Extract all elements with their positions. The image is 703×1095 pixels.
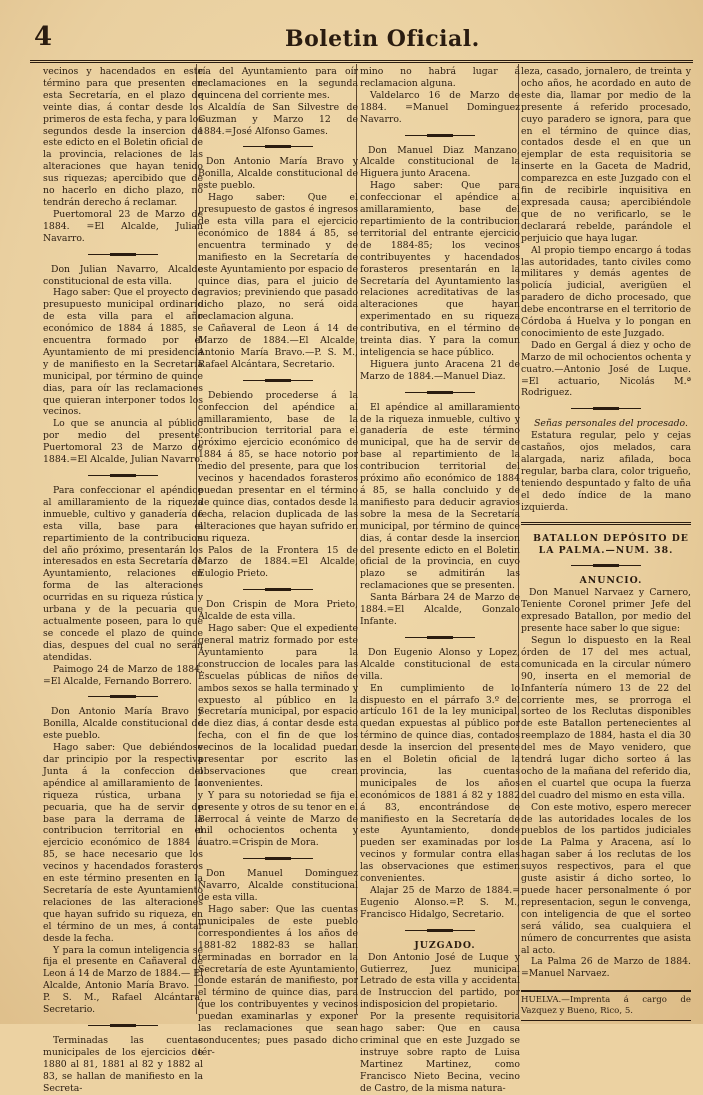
notice-signature: La Palma 26 de Marzo de 1884. =Manuel Narvaez. xyxy=(521,956,691,980)
section-heading-batallon: BATALLON DEPÓSITO DE LA PALMA.—NUM. 38. xyxy=(533,532,689,556)
notice-heading: Don Antonio María Bravo y Bonilla, Alcalde constitucional de este pueblo. xyxy=(198,156,358,192)
subheading-senas: Señas personales del procesado. xyxy=(534,418,688,430)
notice-heading: Don Antonio María Bravo y Bonilla, Alcalde constitucional de este pueblo. xyxy=(43,706,203,742)
masthead-title: Boletin Oficial. xyxy=(285,26,480,52)
notice-text: ría del Ayuntamiento para oír reclamaciones en la segunda quincena del corriente mes. xyxy=(198,66,358,101)
notice-text: Hago saber: Que el presupuesto de gastos é ingresos de esta villa para el ejercicio económico de 1884 á 85, se encuentra terminado y de manifiesto en la Secretaría de este Ayuntamiento por espacio de quince dias, para el juicio de agravios; previniendo que pasado dicho plazo, no será oida reclamacion alguna. xyxy=(198,192,358,323)
notice-heading: Don Manuel Diaz Manzano, Alcalde constitucional de la Higuera junto Aracena. xyxy=(360,144,520,180)
notice-signature: Higuera junto Aracena 21 de Marzo de 1884.—Manuel Diaz. xyxy=(360,358,520,382)
notice-text: Hago saber: Que el proyecto de presupuesto municipal ordinario de esta villa para el año económico de 1884 á 1885, se encuentra formado por el Ayuntamiento de mi presidencia y de manifiesto en la Secretaría municipal, por término de quince dias, para oír las reclamaciones que quieran interponer todos los vecinos. xyxy=(43,287,203,418)
notice-signature: Y para la comun inteligencia se fija el presente en Cañaveral de Leon á 14 de Marzo de 1884.— El Alcalde, Antonio María Bravo. —P. S. M., Rafael Alcántara, Secretario. xyxy=(43,944,203,1016)
printer-imprint: HUELVA.—Imprenta á cargo de Vazquez y Bueno, Rico, 5. xyxy=(521,990,691,1021)
page-number: 4 xyxy=(34,22,53,52)
notice-text: Por la presente requisitoria hago saber: Que en causa criminal que en este Juzgado se instruye sobre rapto de Luisa Martinez Martinez, como Francisco Nieto Becina, vecino de Castro, de la misma natura- xyxy=(360,1011,520,1094)
separator-rule xyxy=(243,146,313,147)
separator-rule xyxy=(88,696,158,697)
column-4 xyxy=(521,66,691,1016)
column-1 xyxy=(43,66,203,1094)
notice-signature: Cañaveral de Leon á 14 de Marzo de 1884.—El Alcalde, Antonio María Bravo.—P. S. M., Rafael Alcántara, Secretario. xyxy=(198,323,358,370)
notice-signature: Valdelarco 16 de Marzo de 1884. =Manuel Dominguez Navarro. xyxy=(360,89,520,125)
notice-signature: Palos de la Frontera 15 de Marzo de 1884.=El Alcalde, Eulogio Prieto. xyxy=(198,544,358,580)
notice-text: vecinos y hacendados en este término para que presenten en esta Secretaría, en el plazo de veinte dias, á contar desde los primeros de esta fecha, y para los segundos desde la insercion de este edicto en el Boletin oficial de la provincia, relaciones de las alteraciones que hayan tenido sus riquezas; apercibido que de no hacerlo en dicho plazo, no tendrán derecho á reclamar. xyxy=(43,66,203,208)
notice-heading: Don Antonio José de Luque y Gutierrez, Juez municipal Letrado de esta villa y accidental de Instruccion del partido, por indisposicion del propietario. xyxy=(360,951,520,1011)
notice-signature: Lo que se anuncia al público por medio del presente. Puertomoral 23 de Marzo de 1884.=El Alcalde, Julian Navarro. xyxy=(43,418,203,466)
notice-heading: Don Crispin de Mora Prieto, Alcalde de esta villa. xyxy=(198,599,358,623)
notice-text: Hago saber: Que las cuentas municipales de este pueblo correspondientes á los años de 1881-82 1882-83 se hallan terminadas en borrador en la Secretaría de este Ayuntamiento, donde estarán de manifiesto, por el término de quince dias, para que los contribuyentes y vecinos puedan examinarlas y exponer las reclamaciones que sean conducentes; pues pasado dicho tér- xyxy=(198,904,358,1058)
separator-rule xyxy=(405,135,475,136)
notice-text: En cumplimiento de lo dispuesto en el párrafo 3.º del artículo 161 de la ley municipal, quedan expuestas al público por término de quince dias, contados desde la insercion del presente en el Boletin oficial de la provincia, las cuentas municipales de los años económicos de 1881 á 82 y 1882 á 83, encontrándose de manifiesto en la Secretaría de este Ayuntamiento, donde pueden ser examinadas por los vecinos y formular contra ellas las observaciones que estimen convenientes. xyxy=(360,682,520,885)
notice-heading: Don Eugenio Alonso y Lopez, Alcalde constitucional de esta villa. xyxy=(360,646,520,682)
notice-signature: Puertomoral 23 de Marzo de 1884. =El Alcalde, Julian Navarro. xyxy=(43,208,203,244)
notice-text: leza, casado, jornalero, de treinta y ocho años, he acordado en auto de este dia, llamar por medio de la presente á referido procesado, cuyo paradero se ignora, para que en el término de quince dias, contados desde el en que un ejemplar de esta requisitoria se inserte en la Gaceta de Madrid, comparezca en este Juzgado con el fin de recibirle inquisitiva en expresada causa; apercibiéndole que de no verificarlo, se le declarará rebelde, parándole el perjuicio que haya lugar. xyxy=(521,66,691,244)
notice-text: Hago saber: Que el expediente general matriz formado por este Ayuntamiento para la construccion de locales para las Escuelas públicas de niños de ambos sexos se halla terminado y expuesto al público en la Secretaría municipal, por espacio de diez dias, á contar desde esta fecha, con el fin de que los vecinos de la localidad puedan presentar por escrito las observaciones que crean convenientes. xyxy=(198,623,358,789)
separator-rule xyxy=(243,858,313,859)
separator-rule xyxy=(88,254,158,255)
notice-text: Para confeccionar el apéndice al amillaramiento de la riqueza inmueble, cultivo y ganadería de esta villa, base para el repartimiento de la contribucion del año próximo, presentarán los interesados en esta Secretaría de Ayuntamiento, relaciones en forma de las alteraciones ocurridas en su riqueza rústica y urbana y de la pecuaria que actualmente poseen, para lo que se concede el plazo de quince dias, despues del cual no serán atendidas. xyxy=(43,485,203,663)
notice-signature: Dado en Gergal á diez y ocho de Marzo de mil ochocientos ochenta y cuatro.—Antonio José de Luque. =El actuario, Nicolás M.ª Rodriguez. xyxy=(521,339,691,399)
notice-text: Estatura regular, pelo y cejas castaños, ojos melados, cara alargada, nariz afilada, boca regular, barba clara, color trigueño, teniendo despuntado y falto de uña el dedo índice de la mano izquierda. xyxy=(521,430,691,513)
separator-rule xyxy=(88,475,158,476)
notice-signature: Paimogo 24 de Marzo de 1884. =El Alcalde, Fernando Borrero. xyxy=(43,663,203,687)
notice-signature: Y para su notoriedad se fija el presente y otros de su tenor en el Berrocal á veinte de Marzo de mil ochocientos ochenta y cuatro.=Crispin de Mora. xyxy=(198,789,358,849)
separator-rule xyxy=(243,589,313,590)
column-2 xyxy=(198,66,359,1058)
notice-text: Segun lo dispuesto en la Real órden de 17 del mes actual, comunicada en la circular número 90, inserta en el memorial de Infantería número 13 de 22 del corriente mes, se prorroga el sorteo de los Reclutas disponibles de este Batallon pertenecientes al reemplazo de 1884, hasta el dia 30 del mes de Mayo venidero, que tendrá lugar dicho sorteo á las ocho de la mañana del referido dia, en el cuartel que ocupa la fuerza del cuadro del mismo en esta villa. xyxy=(521,634,691,801)
notice-heading: Don Manuel Dominguez Navarro, Alcalde constitucional de esta villa. xyxy=(198,868,358,904)
separator-rule xyxy=(405,392,475,393)
section-heading-anuncio: ANUNCIO. xyxy=(579,575,643,587)
notice-text: Con este motivo, espero merecer de las autoridades locales de los pueblos de los partidos judiciales de La Palma y Aracena, así lo hagan saber á los reclutas de los suyos respectivos, para el que guste asistir á dicho sorteo, lo puede hacer personalmente ó por representacion, segun le convenga, con inteligencia de que el sorteo será válido, sea cualquiera el número de concurrentes que asista al acto. xyxy=(521,801,691,956)
notice-heading: Don Manuel Narvaez y Carnero, Teniente Coronel primer Jefe del expresado Batallon, por medio del presente hace saber lo que sigue: xyxy=(521,587,691,635)
separator-rule xyxy=(571,408,641,409)
notice-signature: Santa Bárbara 24 de Marzo de 1884.=El Alcalde, Gonzalo Infante. xyxy=(360,592,520,627)
notice-signature: Alcaldía de San Silvestre de Guzman y Marzo 12 de 1884.=José Alfonso Games. xyxy=(198,101,358,137)
notice-text: Hago saber: Que para confeccionar el apéndice al amillaramiento, base del repartimiento de la contribucion territorial del entrante ejercicio de 1884-85; los vecinos contribuyentes y hacendados forasteros presentarán en la Secretaría del Ayuntamiento las relaciones acreditativas de las alteraciones que hayan experimentado en su riqueza contributiva, en el término de treinta dias. Y para la comun inteligencia se hace público. xyxy=(360,180,520,358)
notice-text: Al propio tiempo encargo á todas las autoridades, tanto civiles como militares y demás agentes de policía judicial, averigüen el paradero de dicho procesado, que debe encontrarse en el territorio de Córdoba á Huelva y lo pongan en conocimiento de este Juzgado. xyxy=(521,244,691,339)
separator-rule xyxy=(243,380,313,381)
separator-rule xyxy=(571,565,641,566)
notice-text: Hago saber: Que debiéndose dar principio por la respectiva Junta á la confeccion del apéndice al amillaramiento de la riqueza rústica, urbana y pecuaria, que ha de servir de base para la derrama de la contribucion territorial en el ejercicio económico de 1884 á 85, se hace necesario que los vecinos y hacendados forasteros en este término presenten en la Secretaría de este Ayuntamiento relaciones de las alteraciones que hayan sufrido su riqueza, en el término de un mes, á contar desde la fecha. xyxy=(43,742,203,944)
section-heading-juzgado: JUZGADO. xyxy=(414,939,476,951)
section-rule xyxy=(521,522,691,525)
separator-rule xyxy=(88,1025,158,1026)
notice-text: Debiendo procederse á la confeccion del apéndice al amillaramiento, base de la contribucion territorial para el próximo ejercicio económico de 1884 á 85, se hace notorio por medio del presente, para que los vecinos y hacendados forasteros puedan presentar en el término de quince dias, contados desde la fecha, relacion duplicada de las alteraciones que hayan sufrido en su riqueza. xyxy=(198,389,359,544)
notice-text: El apéndice al amillaramiento de la riqueza inmueble, cultivo y ganadería de este término municipal, que ha de servir de base al repartimiento de la contribucion territorial del próximo año económico de 1884 á 85, se halla concluido y de manifiesto para deducir agravios sobre la mesa de la Secretaría municipal, por término de quince dias, á contar desde la insercion del presente edicto en el Boletin oficial de la provincia, en cuyo plazo se admitirán las reclamaciones que se presenten. xyxy=(360,401,520,592)
header-rule xyxy=(30,60,693,63)
separator-rule xyxy=(405,637,475,638)
column-3 xyxy=(360,66,520,1094)
separator-rule xyxy=(405,930,475,931)
notice-signature: Alajar 25 de Marzo de 1884.= Eugenio Alonso.=P. S. M., Francisco Hidalgo, Secretario. xyxy=(360,885,520,920)
notice-text: Terminadas las cuentas municipales de los ejercicios de 1880 al 81, 1881 al 82 y 1882 al 83, se hallan de manifiesto en la Secreta- xyxy=(43,1034,203,1094)
notice-text: mino no habrá lugar á reclamacion alguna. xyxy=(360,66,520,89)
notice-heading: Don Julian Navarro, Alcalde constitucional de esta villa. xyxy=(43,263,203,287)
